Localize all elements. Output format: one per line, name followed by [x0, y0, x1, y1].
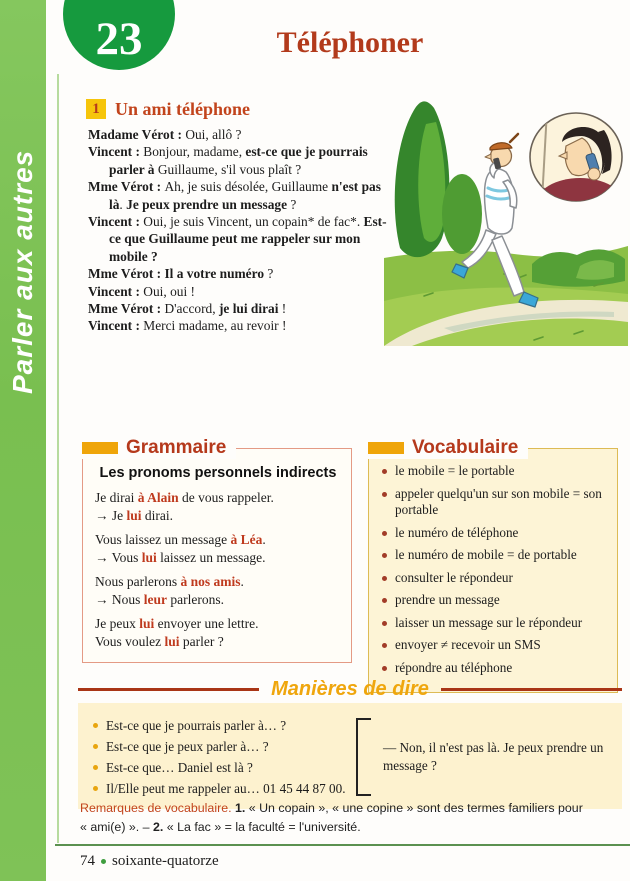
list-item: prendre un message [381, 592, 609, 609]
grammar-example-line: Vous voulez lui parler ? [95, 633, 224, 649]
list-item: appeler quelqu'un sur son mobile = son portable [381, 486, 609, 519]
grammar-example-line: Vous laissez un message à Léa. [95, 532, 266, 547]
list-item: répondre au téléphone [381, 660, 609, 677]
manieres-section [78, 678, 622, 809]
footer-rule [55, 844, 630, 846]
dialogue-line: Vincent : Oui, oui ! [88, 283, 195, 299]
list-item: le numéro de téléphone [381, 525, 609, 542]
header-rule-left [78, 688, 259, 691]
list-item: Est-ce que je peux parler à… ? [92, 736, 356, 757]
page-number-word: soixante-quatorze [112, 853, 219, 869]
manieres-reply-group [356, 715, 608, 799]
unit-number-badge [63, 0, 175, 70]
section-number-badge: 1 [86, 99, 106, 119]
sidebar-divider-line [57, 74, 59, 843]
illustration-jogger [384, 96, 628, 346]
park-jogging-drawing [384, 96, 628, 346]
page-number: 74 [80, 853, 95, 869]
list-item: le numéro de mobile = de portable [381, 547, 609, 564]
grammaire-box [82, 437, 352, 663]
accent-bar-icon [368, 442, 404, 454]
dialogue-line: Madame Vérot : Oui, allô ? [88, 127, 242, 142]
manieres-box [78, 703, 622, 809]
page-title: Téléphoner [276, 26, 424, 59]
footer-dot-icon [101, 859, 106, 864]
grammar-example-line: Nous parlerons à nos amis. [95, 574, 244, 589]
manieres-list [92, 715, 356, 799]
list-item: le mobile = le portable [381, 463, 609, 480]
grammar-example-line: → Vous lui laissez un message. [95, 549, 266, 565]
section-heading [86, 99, 250, 119]
manieres-title: Manières de dire [271, 678, 429, 700]
unit-number: 23 [95, 13, 143, 65]
page-footer [80, 853, 219, 870]
grammar-example-line: Je peux lui envoyer une lettre. [95, 616, 259, 631]
list-item: envoyer ≠ recevoir un SMS [381, 637, 609, 654]
bracket-icon [356, 718, 371, 796]
dialogue-line: Vincent : Bonjour, madame, est-ce que je pourrais parler à Guillaume, s'il vous plaît ? [88, 144, 368, 177]
grammaire-header [82, 437, 236, 459]
grammar-example-line: → Nous leur parlerons. [95, 591, 224, 607]
list-item: laisser un message sur le répondeur [381, 615, 609, 632]
dialogue-line: Mme Vérot : Il a votre numéro ? [88, 266, 274, 282]
manieres-header [78, 678, 622, 700]
dialogue-line: Vincent : Oui, je suis Vincent, un copain* de fac*. Est-ce que Guillaume peut me rappeler sur mon mobile ? [88, 214, 387, 264]
dialogue-line: Mme Vérot : Ah, je suis désolée, Guillaume n'est pas là. Je peux prendre un message ? [88, 179, 381, 212]
manieres-reply: — Non, il n'est pas là. Je peux prendre un message ? [383, 740, 604, 773]
grammaire-title: Grammaire [126, 437, 227, 458]
vocabulaire-list [381, 463, 609, 676]
grammar-example-line: Je dirai à Alain de vous rappeler. [95, 490, 274, 505]
sidebar-unit-label: Parler aux autres [7, 149, 38, 395]
list-item: Il/Elle peut me rappeler au… 01 45 44 87 00. [92, 778, 356, 799]
grammaire-examples [95, 489, 341, 650]
dialogue-line: Vincent : Merci madame, au revoir ! [88, 318, 287, 334]
vocabulaire-title: Vocabulaire [412, 437, 519, 458]
dialogue-block [88, 126, 396, 335]
vocabulary-remarks: Remarques de vocabulaire. 1. « Un copain », « une copine » sont des termes familiers pour « ami(e) ». – 2. « La fac » = la faculté = l'université. [80, 801, 583, 834]
section-title: Un ami téléphone [115, 99, 250, 119]
header-rule-right [441, 688, 622, 691]
list-item: consulter le répondeur [381, 570, 609, 587]
vocabulaire-box [368, 437, 618, 693]
vocabulaire-header [368, 437, 528, 459]
accent-bar-icon [82, 442, 118, 454]
dialogue-line: Mme Vérot : D'accord, je lui dirai ! [88, 301, 287, 317]
grammaire-subtitle: Les pronoms personnels indirects [99, 465, 337, 481]
grammar-example-line: → Je lui dirai. [95, 507, 174, 523]
list-item: Est-ce que… Daniel est là ? [92, 757, 356, 778]
list-item: Est-ce que je pourrais parler à… ? [92, 715, 356, 736]
